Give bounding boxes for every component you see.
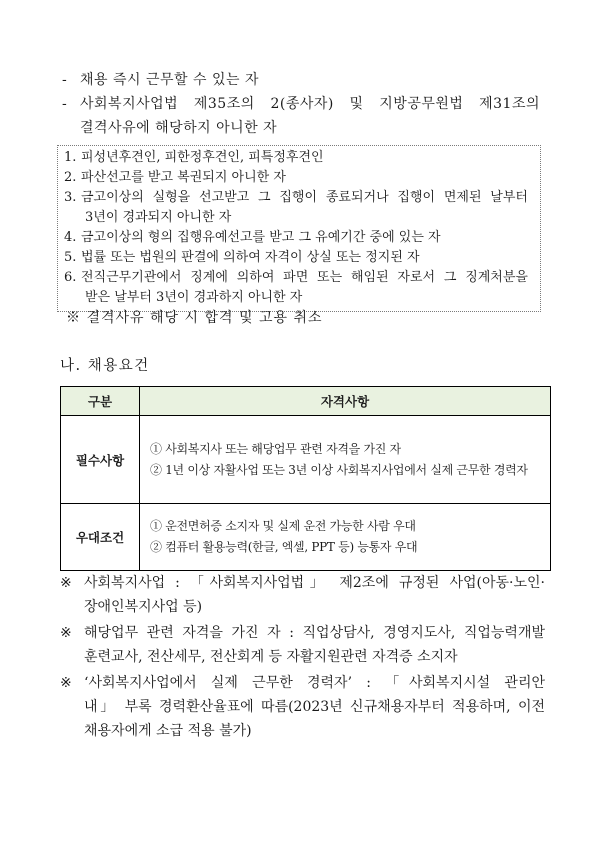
item-text <box>81 228 528 248</box>
item-number: 3. <box>64 190 77 205</box>
requirement-line: 사회복지사업법 제35조의 2(종사자) 및 지방공무원법 제31조의 <box>80 96 540 112</box>
disqualification-item <box>64 168 528 188</box>
note-text <box>84 671 545 743</box>
item-line: 피성년후견인, 피한정후견인, 피특정후견인 <box>81 150 324 165</box>
item-line: 금고이상의 실형을 선고받고 그 집행이 종료되거나 집행이 면제된 날부터 <box>81 190 528 205</box>
table-row <box>61 416 551 504</box>
item-line: 금고이상의 형의 집행유예선고를 받고 그 유예기간 중에 있는 자 <box>81 230 441 245</box>
section-title: 나. 채용요건 <box>60 358 150 374</box>
table-header-row <box>61 387 551 416</box>
note-line: 해당업무 관련 자격을 가진 자 : 직업상담사, 경영지도사, 직업능력개발 <box>84 625 545 641</box>
disqualification-note: ※ 결격사유 해당 시 합격 및 고용 취소 <box>66 310 323 326</box>
footnotes <box>60 571 545 745</box>
item-line: 파산선고를 받고 복권되지 아니한 자 <box>81 170 286 185</box>
item-number: 5. <box>64 250 77 265</box>
disqualification-item <box>64 148 528 168</box>
item-line: 받은 날부터 3년이 경과하지 아니한 자 <box>85 290 303 305</box>
table-row <box>61 504 551 571</box>
row-items <box>140 504 551 571</box>
footnote <box>60 671 545 743</box>
item-number: 4. <box>64 230 77 245</box>
row-category: 우대조건 <box>61 504 140 571</box>
note-marker: ※ <box>60 675 72 691</box>
item-text <box>81 168 528 188</box>
qualification-item: ② 컴퓨터 활용능력(한글, 엑셀, PPT 등) 능통자 우대 <box>150 540 418 554</box>
requirement-line: 결격사유에 해당하지 아니한 자 <box>80 120 278 136</box>
disqualification-item <box>64 268 528 308</box>
item-text <box>81 188 528 228</box>
disqualification-item <box>64 248 528 268</box>
note-marker: ※ <box>60 625 72 641</box>
item-text <box>81 148 528 168</box>
requirement-text <box>80 68 540 92</box>
qualification-item: ② 1년 이상 자활사업 또는 3년 이상 사회복지사업에서 실제 근무한 경력자 <box>150 462 528 477</box>
item-line: 3년이 경과되지 아니한 자 <box>85 210 232 225</box>
row-items <box>140 416 551 504</box>
disqualification-box <box>57 145 541 312</box>
disqualification-item <box>64 228 528 248</box>
requirement-line: 채용 즉시 근무할 수 있는 자 <box>80 72 260 88</box>
item-text <box>81 268 528 308</box>
note-text <box>84 621 545 669</box>
item-number: 6. <box>64 270 77 285</box>
row-category: 필수사항 <box>61 416 140 504</box>
item-text <box>81 248 528 268</box>
disqualification-item <box>64 188 528 228</box>
item-number: 2. <box>64 170 77 185</box>
note-line: 채용자에게 소급 적용 불가) <box>84 723 252 739</box>
note-line: ‘사회복지사업에서 실제 근무한 경력자’ : 「사회복지시설 관리안 <box>84 675 545 691</box>
qualification-item: ① 운전면허증 소지자 및 실제 운전 가능한 사람 우대 <box>150 519 416 533</box>
note-line: 훈련교사, 전산세무, 전산회계 등 자활지원관련 자격증 소지자 <box>84 649 458 665</box>
requirement-text <box>80 92 540 140</box>
qualification-item: ① 사회복지사 또는 해당업무 관련 자격을 가진 자 <box>150 441 401 456</box>
item-line: 전직근무기관에서 징계에 의하여 파면 또는 해임된 자로서 그 징계처분을 <box>81 270 528 285</box>
note-line: 장애인복지사업 등) <box>84 599 203 615</box>
item-number: 1. <box>64 150 77 165</box>
requirements-table <box>60 386 551 571</box>
requirement-item <box>62 92 540 140</box>
footnote <box>60 571 545 619</box>
item-line: 법률 또는 법원의 판결에 의하여 자격이 상실 또는 정지된 자 <box>81 250 420 265</box>
bullet-dash: - <box>62 72 68 88</box>
header-qualifications: 자격사항 <box>140 387 551 416</box>
eligibility-requirements <box>62 68 540 140</box>
bullet-dash: - <box>62 96 68 112</box>
note-marker: ※ <box>60 575 72 591</box>
header-category: 구분 <box>61 387 140 416</box>
requirement-item <box>62 68 540 92</box>
note-text <box>84 571 545 619</box>
note-line: 내」 부록 경력환산율표에 따름(2023년 신규채용자부터 적용하며, 이전 <box>84 699 545 715</box>
footnote <box>60 621 545 669</box>
note-line: 사회복지사업 : 「사회복지사업법」 제2조에 규정된 사업(아동·노인· <box>84 575 545 591</box>
